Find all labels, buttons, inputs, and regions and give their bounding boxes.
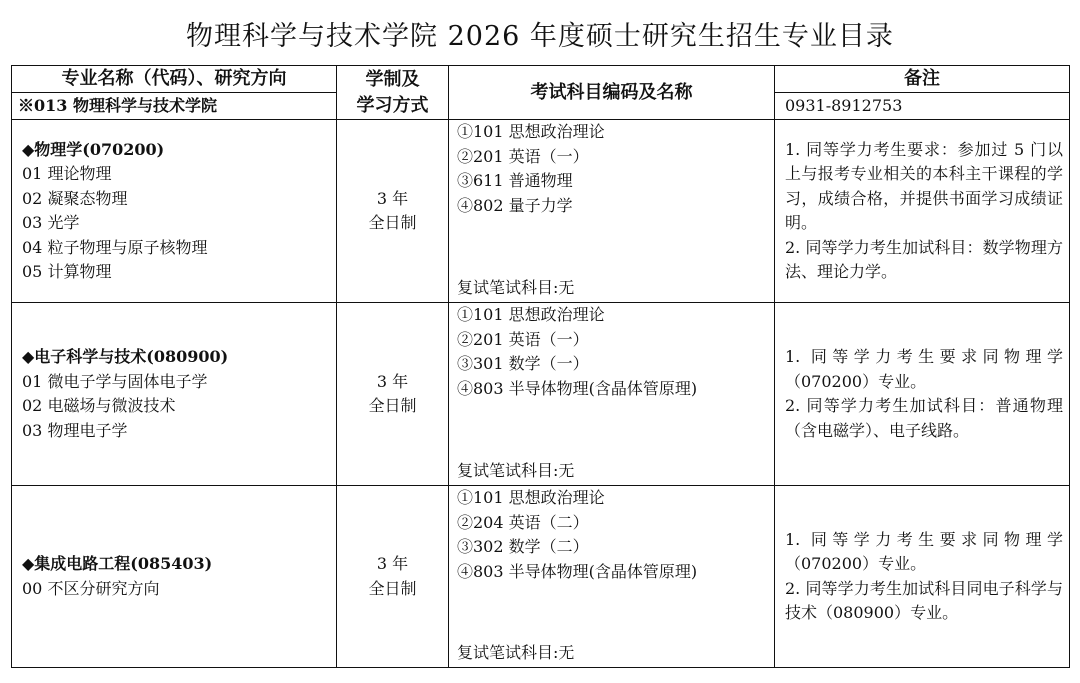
major-name: ◆电子科学与技术(080900) (22, 347, 229, 366)
header-mode-line1: 学制及 (365, 68, 420, 90)
direction-item: 02 电磁场与微波技术 (22, 396, 176, 415)
duration: 3 年 (376, 188, 409, 208)
exam-cell (449, 486, 775, 668)
table-row (12, 486, 1070, 668)
header-note: 备注 (775, 66, 1070, 93)
retest-subjects: 复试笔试科目:无 (457, 277, 575, 297)
note-item: 2. 同等学力考生加试科目：普通物理（含电磁学）、电子线路。 (785, 396, 1063, 440)
exam-subject: ①101 思想政治理论 (457, 122, 605, 141)
exam-cell (449, 303, 775, 486)
exam-subject: ①101 思想政治理论 (457, 305, 605, 324)
exam-subject: ②201 英语（一） (457, 146, 589, 166)
exam-subject: ④803 半导体物理(含晶体管原理) (457, 561, 698, 581)
direction-item: 02 凝聚态物理 (22, 188, 128, 208)
mode-cell (337, 486, 449, 668)
duration: 3 年 (376, 554, 409, 573)
retest-subjects: 复试笔试科目:无 (457, 642, 575, 662)
direction-item: 05 计算物理 (22, 262, 112, 281)
exam-subject: ④802 量子力学 (457, 195, 573, 215)
duration: 3 年 (376, 371, 409, 391)
direction-item: 04 粒子物理与原子核物理 (22, 237, 208, 257)
page-title: 物理科学与技术学院 2026 年度硕士研究生招生专业目录 (186, 21, 894, 52)
note-item: 2. 同等学力考生加试科目同电子科学与技术（080900）专业。 (785, 578, 1063, 622)
note-cell (775, 120, 1070, 303)
exam-subject: ②204 英语（二） (457, 512, 589, 532)
study-mode: 全日制 (368, 396, 417, 415)
direction-item: 01 理论物理 (22, 164, 112, 183)
note-item: 2. 同等学力考生加试科目：数学物理方法、理论力学。 (785, 237, 1063, 281)
header-exam: 考试科目编码及名称 (449, 66, 775, 120)
direction-item: 03 物理电子学 (22, 420, 128, 440)
header-mode-line2: 学习方式 (356, 94, 429, 116)
exam-subject: ③302 数学（二） (457, 537, 589, 556)
table-row (12, 303, 1070, 486)
mode-cell (337, 303, 449, 486)
table-row (12, 120, 1070, 303)
exam-subject: ③301 数学（一） (457, 354, 589, 373)
header-major: 专业名称（代码）、研究方向 (12, 66, 337, 93)
direction-item: 01 微电子学与固体电子学 (22, 371, 208, 391)
retest-subjects: 复试笔试科目:无 (457, 460, 575, 480)
header-mode (337, 66, 449, 120)
study-mode: 全日制 (368, 578, 417, 598)
exam-subject: ①101 思想政治理论 (457, 488, 605, 507)
note-cell (775, 303, 1070, 486)
major-cell (12, 120, 337, 303)
major-name: ◆物理学(070200) (22, 139, 165, 159)
note-item: 1. 同等学力考生要求同物理学（070200）专业。 (785, 529, 1063, 573)
direction-item: 00 不区分研究方向 (22, 578, 160, 598)
exam-subject: ③611 普通物理 (457, 171, 573, 190)
header-row (12, 66, 1070, 93)
exam-subject: ②201 英语（一） (457, 329, 589, 349)
major-cell (12, 303, 337, 486)
college-phone: 0931-8912753 (775, 93, 1070, 120)
exam-subject: ④803 半导体物理(含晶体管原理) (457, 378, 698, 398)
note-item: 1. 同等学力考生要求：参加过 5 门以上与报考专业相关的本科主干课程的学习，成绩合格，并提供书面学习成绩证明。 (785, 139, 1063, 232)
note-cell (775, 486, 1070, 668)
college-name: ※013 物理科学与技术学院 (12, 93, 337, 120)
note-item: 1. 同等学力考生要求同物理学（070200）专业。 (785, 347, 1063, 391)
catalog-table (11, 65, 1070, 668)
direction-item: 03 光学 (22, 213, 80, 232)
exam-cell (449, 120, 775, 303)
major-cell (12, 486, 337, 668)
mode-cell (337, 120, 449, 303)
study-mode: 全日制 (368, 213, 417, 232)
major-name: ◆集成电路工程(085403) (22, 554, 213, 573)
